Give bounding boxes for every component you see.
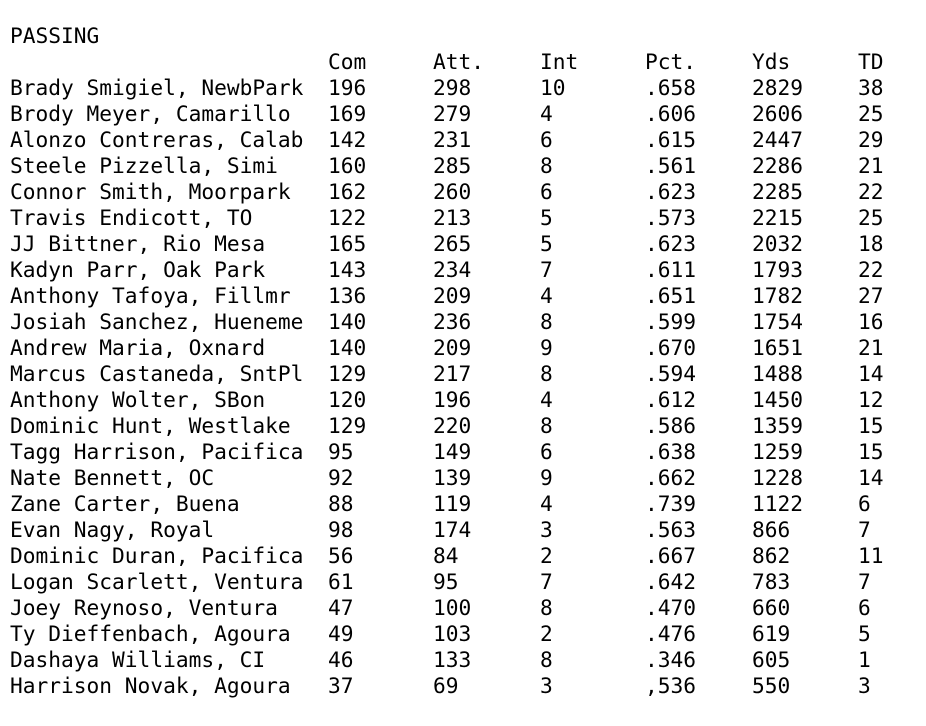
column-header-att: Att. xyxy=(433,49,485,74)
com-value: 140 xyxy=(328,309,367,334)
player-name: Marcus Castaneda, SntPl xyxy=(10,361,304,386)
table-row xyxy=(10,283,884,309)
pct-value: .638 xyxy=(645,439,697,464)
pct-value: ,536 xyxy=(645,673,697,698)
td-value: 7 xyxy=(858,517,871,542)
player-name: Logan Scarlett, Ventura xyxy=(10,569,304,594)
td-value: 7 xyxy=(858,569,871,594)
td-value: 22 xyxy=(858,179,884,204)
int-value: 8 xyxy=(540,153,553,178)
yds-value: 1450 xyxy=(752,387,804,412)
int-value: 6 xyxy=(540,127,553,152)
int-value: 8 xyxy=(540,309,553,334)
table-row xyxy=(10,127,884,153)
int-value: 10 xyxy=(540,75,566,100)
pct-value: .615 xyxy=(645,127,697,152)
pct-value: .470 xyxy=(645,595,697,620)
yds-value: 1488 xyxy=(752,361,804,386)
player-name: Dominic Duran, Pacifica xyxy=(10,543,304,568)
att-value: 231 xyxy=(433,127,472,152)
pct-value: .476 xyxy=(645,621,697,646)
pct-value: .642 xyxy=(645,569,697,594)
yds-value: 2215 xyxy=(752,205,804,230)
yds-value: 1259 xyxy=(752,439,804,464)
pct-value: .606 xyxy=(645,101,697,126)
td-value: 27 xyxy=(858,283,884,308)
pct-value: .739 xyxy=(645,491,697,516)
table-row xyxy=(10,595,871,621)
player-name: Brody Meyer, Camarillo xyxy=(10,101,291,126)
att-value: 234 xyxy=(433,257,472,282)
yds-value: 1782 xyxy=(752,283,804,308)
pct-value: .561 xyxy=(645,153,697,178)
com-value: 140 xyxy=(328,335,367,360)
att-value: 209 xyxy=(433,335,472,360)
player-name: Kadyn Parr, Oak Park xyxy=(10,257,266,282)
table-row xyxy=(10,491,871,517)
int-value: 8 xyxy=(540,595,553,620)
yds-value: 2606 xyxy=(752,101,804,126)
att-value: 213 xyxy=(433,205,472,230)
att-value: 217 xyxy=(433,361,472,386)
att-value: 260 xyxy=(433,179,472,204)
table-row xyxy=(10,465,884,491)
td-value: 6 xyxy=(858,491,871,516)
player-name: Anthony Tafoya, Fillmr xyxy=(10,283,291,308)
com-value: 142 xyxy=(328,127,367,152)
com-value: 37 xyxy=(328,673,354,698)
int-value: 6 xyxy=(540,439,553,464)
player-rows xyxy=(10,75,884,699)
pct-value: .651 xyxy=(645,283,697,308)
table-row xyxy=(10,231,884,257)
int-value: 4 xyxy=(540,491,553,516)
table-row xyxy=(10,621,871,647)
com-value: 92 xyxy=(328,465,354,490)
column-header-yds: Yds xyxy=(752,49,791,74)
player-name: Connor Smith, Moorpark xyxy=(10,179,291,204)
com-value: 169 xyxy=(328,101,367,126)
passing-stats-sheet xyxy=(10,23,884,699)
td-value: 3 xyxy=(858,673,871,698)
yds-value: 660 xyxy=(752,595,791,620)
player-name: Alonzo Contreras, Calab xyxy=(10,127,304,152)
td-value: 15 xyxy=(858,413,884,438)
int-value: 7 xyxy=(540,257,553,282)
com-value: 120 xyxy=(328,387,367,412)
com-value: 47 xyxy=(328,595,354,620)
int-value: 9 xyxy=(540,465,553,490)
td-value: 5 xyxy=(858,621,871,646)
int-value: 3 xyxy=(540,517,553,542)
td-value: 25 xyxy=(858,205,884,230)
att-value: 265 xyxy=(433,231,472,256)
yds-value: 2447 xyxy=(752,127,804,152)
com-value: 196 xyxy=(328,75,367,100)
td-value: 25 xyxy=(858,101,884,126)
td-value: 14 xyxy=(858,361,884,386)
player-name: Tagg Harrison, Pacifica xyxy=(10,439,304,464)
com-value: 160 xyxy=(328,153,367,178)
yds-value: 783 xyxy=(752,569,791,594)
player-name: Evan Nagy, Royal xyxy=(10,517,215,542)
table-row xyxy=(10,387,884,413)
td-value: 29 xyxy=(858,127,884,152)
att-value: 100 xyxy=(433,595,472,620)
att-value: 95 xyxy=(433,569,459,594)
yds-value: 2286 xyxy=(752,153,804,178)
table-row xyxy=(10,205,884,231)
com-value: 56 xyxy=(328,543,354,568)
pct-value: .346 xyxy=(645,647,697,672)
int-value: 4 xyxy=(540,283,553,308)
table-row xyxy=(10,309,884,335)
int-value: 6 xyxy=(540,179,553,204)
table-row xyxy=(10,179,884,205)
column-header-td: TD xyxy=(858,49,884,74)
table-row xyxy=(10,257,884,283)
int-value: 4 xyxy=(540,101,553,126)
int-value: 2 xyxy=(540,543,553,568)
com-value: 49 xyxy=(328,621,354,646)
table-row xyxy=(10,517,871,543)
att-value: 69 xyxy=(433,673,459,698)
yds-value: 1651 xyxy=(752,335,804,360)
table-row xyxy=(10,413,884,439)
table-row xyxy=(10,335,884,361)
pct-value: .670 xyxy=(645,335,697,360)
att-value: 149 xyxy=(433,439,472,464)
com-value: 95 xyxy=(328,439,354,464)
pct-value: .612 xyxy=(645,387,697,412)
att-value: 209 xyxy=(433,283,472,308)
yds-value: 1793 xyxy=(752,257,804,282)
yds-value: 2829 xyxy=(752,75,804,100)
att-value: 133 xyxy=(433,647,472,672)
yds-value: 2285 xyxy=(752,179,804,204)
player-name: Travis Endicott, TO xyxy=(10,205,253,230)
table-row xyxy=(10,569,871,595)
player-name: Ty Dieffenbach, Agoura xyxy=(10,621,291,646)
player-name: Nate Bennett, OC xyxy=(10,465,215,490)
column-header-pct: Pct. xyxy=(645,49,697,74)
yds-value: 1359 xyxy=(752,413,804,438)
pct-value: .667 xyxy=(645,543,697,568)
table-row xyxy=(10,153,884,179)
pct-value: .594 xyxy=(645,361,697,386)
com-value: 122 xyxy=(328,205,367,230)
com-value: 46 xyxy=(328,647,354,672)
int-value: 3 xyxy=(540,673,553,698)
player-name: Zane Carter, Buena xyxy=(10,491,240,516)
table-row xyxy=(10,673,871,699)
player-name: Dominic Hunt, Westlake xyxy=(10,413,291,438)
pct-value: .623 xyxy=(645,179,697,204)
column-header-row xyxy=(10,49,884,75)
td-value: 12 xyxy=(858,387,884,412)
att-value: 285 xyxy=(433,153,472,178)
com-value: 129 xyxy=(328,361,367,386)
att-value: 298 xyxy=(433,75,472,100)
player-name: JJ Bittner, Rio Mesa xyxy=(10,231,266,256)
td-value: 15 xyxy=(858,439,884,464)
int-value: 8 xyxy=(540,361,553,386)
pct-value: .658 xyxy=(645,75,697,100)
int-value: 5 xyxy=(540,231,553,256)
player-name: Andrew Maria, Oxnard xyxy=(10,335,266,360)
td-value: 18 xyxy=(858,231,884,256)
pct-value: .611 xyxy=(645,257,697,282)
table-row xyxy=(10,75,884,101)
column-header-int: Int xyxy=(540,49,579,74)
att-value: 236 xyxy=(433,309,472,334)
player-name: Harrison Novak, Agoura xyxy=(10,673,291,698)
yds-value: 862 xyxy=(752,543,791,568)
att-value: 103 xyxy=(433,621,472,646)
com-value: 136 xyxy=(328,283,367,308)
com-value: 98 xyxy=(328,517,354,542)
att-value: 139 xyxy=(433,465,472,490)
column-header-com: Com xyxy=(328,49,367,74)
com-value: 165 xyxy=(328,231,367,256)
player-name: Anthony Wolter, SBon xyxy=(10,387,266,412)
table-row xyxy=(10,439,884,465)
att-value: 84 xyxy=(433,543,459,568)
player-name: Brady Smigiel, NewbPark xyxy=(10,75,304,100)
td-value: 11 xyxy=(858,543,884,568)
td-value: 16 xyxy=(858,309,884,334)
td-value: 21 xyxy=(858,153,884,178)
section-title: PASSING xyxy=(10,23,100,48)
com-value: 61 xyxy=(328,569,354,594)
int-value: 4 xyxy=(540,387,553,412)
player-name: Steele Pizzella, Simi xyxy=(10,153,278,178)
td-value: 21 xyxy=(858,335,884,360)
pct-value: .599 xyxy=(645,309,697,334)
yds-value: 550 xyxy=(752,673,791,698)
table-row xyxy=(10,543,884,569)
att-value: 174 xyxy=(433,517,472,542)
int-value: 7 xyxy=(540,569,553,594)
td-value: 38 xyxy=(858,75,884,100)
yds-value: 1754 xyxy=(752,309,804,334)
com-value: 88 xyxy=(328,491,354,516)
att-value: 196 xyxy=(433,387,472,412)
int-value: 5 xyxy=(540,205,553,230)
pct-value: .563 xyxy=(645,517,697,542)
pct-value: .586 xyxy=(645,413,697,438)
td-value: 14 xyxy=(858,465,884,490)
table-row xyxy=(10,647,871,673)
int-value: 8 xyxy=(540,647,553,672)
player-name: Josiah Sanchez, Hueneme xyxy=(10,309,304,334)
player-name: Joey Reynoso, Ventura xyxy=(10,595,278,620)
td-value: 1 xyxy=(858,647,871,672)
player-name: Dashaya Williams, CI xyxy=(10,647,266,672)
att-value: 119 xyxy=(433,491,472,516)
int-value: 2 xyxy=(540,621,553,646)
int-value: 9 xyxy=(540,335,553,360)
com-value: 162 xyxy=(328,179,367,204)
pct-value: .662 xyxy=(645,465,697,490)
att-value: 279 xyxy=(433,101,472,126)
yds-value: 605 xyxy=(752,647,791,672)
com-value: 143 xyxy=(328,257,367,282)
pct-value: .623 xyxy=(645,231,697,256)
att-value: 220 xyxy=(433,413,472,438)
yds-value: 866 xyxy=(752,517,791,542)
table-row xyxy=(10,101,884,127)
yds-value: 1122 xyxy=(752,491,804,516)
yds-value: 2032 xyxy=(752,231,804,256)
table-row xyxy=(10,361,884,387)
td-value: 6 xyxy=(858,595,871,620)
yds-value: 619 xyxy=(752,621,791,646)
com-value: 129 xyxy=(328,413,367,438)
td-value: 22 xyxy=(858,257,884,282)
pct-value: .573 xyxy=(645,205,697,230)
yds-value: 1228 xyxy=(752,465,804,490)
int-value: 8 xyxy=(540,413,553,438)
